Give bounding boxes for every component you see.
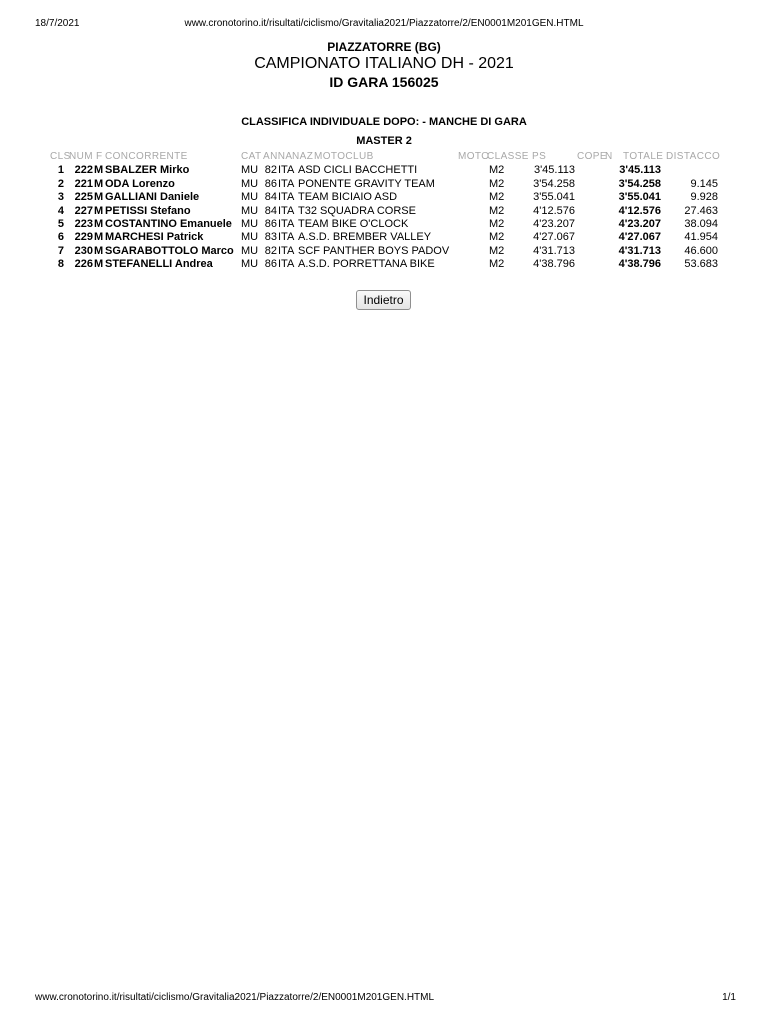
cell-club: T32 SQUADRA CORSE (298, 204, 416, 217)
cell-classe: M2 (489, 164, 505, 177)
cell-totale: 3'54.258 (618, 177, 661, 190)
cell-classe: M2 (489, 217, 505, 230)
back-button[interactable]: Indietro (356, 290, 411, 310)
cell-distacco: 53.683 (684, 258, 718, 271)
cell-num: 222 (74, 164, 93, 177)
table-row (48, 258, 724, 271)
cell-naz: ITA (278, 191, 295, 204)
cell-club: A.S.D. BREMBER VALLEY (298, 231, 432, 244)
cell-club: A.S.D. PORRETTANA BIKE (298, 258, 435, 271)
cell-naz: ITA (278, 204, 295, 217)
cell-classe: M2 (489, 258, 505, 271)
cell-cat: MU (241, 164, 259, 177)
cell-name: SGARABOTTOLO Marco (105, 244, 234, 257)
cell-num: 223 (74, 217, 93, 230)
cell-totale: 4'31.713 (618, 244, 661, 257)
cell-ps: 4'38.796 (533, 258, 575, 271)
cell-classe: M2 (489, 191, 505, 204)
cell-num: 225 (74, 191, 93, 204)
table-row (48, 178, 724, 191)
results-table (48, 151, 724, 272)
cell-naz: ITA (278, 177, 295, 190)
cell-totale: 3'45.113 (619, 164, 661, 177)
cell-club: SCF PANTHER BOYS PADOV (298, 244, 450, 257)
col-ps: PS (532, 151, 547, 162)
table-row (48, 245, 724, 258)
footer-url: www.cronotorino.it/risultati/ciclismo/Gravitalia2021/Piazzatorre/2/EN0001M201GEN.HTML (35, 992, 435, 1003)
col-num: NUM (69, 151, 93, 162)
cell-naz: ITA (278, 244, 295, 257)
cell-year: 86 (264, 177, 277, 190)
cell-f: M (94, 217, 104, 230)
cell-cat: MU (241, 204, 259, 217)
cell-cat: MU (241, 244, 259, 257)
print-header (35, 18, 733, 32)
cell-year: 82 (264, 164, 277, 177)
cell-cat: MU (241, 258, 259, 271)
table-row (48, 205, 724, 218)
col-moto: MOTO (458, 151, 490, 162)
cell-cls: 3 (57, 191, 64, 204)
cell-name: ODA Lorenzo (105, 177, 175, 190)
cell-totale: 3'55.041 (618, 191, 661, 204)
table-header (48, 151, 724, 164)
championship-title: CAMPIONATO ITALIANO DH - 2021 (254, 55, 514, 72)
cell-f: M (94, 177, 104, 190)
col-motoclub: MOTOCLUB (314, 151, 374, 162)
cell-name: SBALZER Mirko (105, 164, 190, 177)
col-f: F (96, 151, 103, 162)
cell-classe: M2 (489, 244, 505, 257)
cell-f: M (94, 244, 104, 257)
cell-distacco: 9.145 (690, 177, 718, 190)
cell-num: 227 (74, 204, 93, 217)
category-title: MASTER 2 (356, 135, 412, 147)
event-place: PIAZZATORRE (BG) (327, 40, 441, 54)
cell-name: MARCHESI Patrick (105, 231, 204, 244)
cell-f: M (94, 191, 104, 204)
cell-distacco: 38.094 (684, 217, 718, 230)
cell-ps: 4'27.067 (533, 231, 575, 244)
table-row (48, 164, 724, 177)
cell-club: PONENTE GRAVITY TEAM (298, 177, 435, 190)
cell-naz: ITA (278, 164, 295, 177)
cell-club: TEAM BICIAIO ASD (298, 191, 398, 204)
cell-distacco: 9.928 (690, 191, 718, 204)
cell-f: M (94, 204, 104, 217)
col-cope: COPE (577, 151, 607, 162)
col-naz: NAZ (292, 151, 314, 162)
cell-cls: 1 (57, 164, 64, 177)
cell-num: 230 (74, 244, 93, 257)
cell-cat: MU (241, 191, 259, 204)
cell-cat: MU (241, 217, 259, 230)
cell-totale: 4'38.796 (618, 258, 661, 271)
cell-f: M (94, 164, 104, 177)
cell-classe: M2 (489, 231, 505, 244)
col-cls: CLS (50, 151, 71, 162)
result-rows (48, 164, 724, 271)
cell-name: STEFANELLI Andrea (105, 258, 213, 271)
cell-year: 84 (264, 191, 277, 204)
col-concorrente: CONCORRENTE (105, 151, 188, 162)
col-totale: TOTALE (623, 151, 664, 162)
cell-totale: 4'23.207 (618, 217, 661, 230)
cell-distacco: 41.954 (684, 231, 718, 244)
table-row (48, 218, 724, 231)
col-cat: CAT (241, 151, 262, 162)
col-n: N (605, 151, 613, 162)
cell-cls: 6 (57, 231, 64, 244)
cell-classe: M2 (489, 204, 505, 217)
cell-year: 83 (264, 231, 277, 244)
cell-ps: 3'55.041 (533, 191, 575, 204)
cell-cls: 2 (57, 177, 64, 190)
cell-name: GALLIANI Daniele (105, 191, 200, 204)
cell-f: M (94, 258, 104, 271)
cell-year: 82 (264, 244, 277, 257)
cell-num: 229 (74, 231, 93, 244)
cell-cat: MU (241, 231, 259, 244)
page-number: 1/1 (722, 992, 736, 1003)
cell-year: 84 (264, 204, 277, 217)
cell-cls: 5 (57, 217, 64, 230)
table-row (48, 231, 724, 244)
cell-cls: 7 (57, 244, 64, 257)
cell-year: 86 (264, 258, 277, 271)
cell-club: ASD CICLI BACCHETTI (298, 164, 418, 177)
cell-cls: 8 (57, 258, 64, 271)
cell-club: TEAM BIKE O'CLOCK (298, 217, 409, 230)
col-classe: CLASSE (487, 151, 529, 162)
cell-naz: ITA (278, 258, 295, 271)
cell-ps: 3'54.258 (533, 177, 575, 190)
print-footer (35, 992, 736, 1006)
cell-ps: 3'45.113 (533, 164, 575, 177)
cell-cat: MU (241, 177, 259, 190)
print-url: www.cronotorino.it/risultati/ciclismo/Gravitalia2021/Piazzatorre/2/EN0001M201GEN.HTML (184, 18, 584, 29)
col-anna: ANNA (263, 151, 293, 162)
cell-cls: 4 (57, 204, 64, 217)
print-date: 18/7/2021 (35, 18, 80, 29)
cell-distacco: 46.600 (684, 244, 718, 257)
cell-totale: 4'12.576 (618, 204, 661, 217)
table-row (48, 191, 724, 204)
cell-naz: ITA (278, 231, 295, 244)
cell-year: 86 (264, 217, 277, 230)
cell-distacco: 27.463 (684, 204, 718, 217)
cell-naz: ITA (278, 217, 295, 230)
cell-ps: 4'23.207 (533, 217, 575, 230)
cell-num: 221 (74, 177, 93, 190)
race-id: ID GARA 156025 (329, 74, 439, 90)
cell-f: M (94, 231, 104, 244)
cell-ps: 4'12.576 (533, 204, 575, 217)
cell-num: 226 (74, 258, 93, 271)
col-distacco: DISTACCO (666, 151, 721, 162)
classification-title: CLASSIFICA INDIVIDUALE DOPO: - MANCHE DI GARA (241, 116, 527, 128)
cell-ps: 4'31.713 (533, 244, 575, 257)
cell-classe: M2 (489, 177, 505, 190)
cell-name: COSTANTINO Emanuele (105, 217, 232, 230)
cell-totale: 4'27.067 (618, 231, 661, 244)
cell-name: PETISSI Stefano (105, 204, 191, 217)
